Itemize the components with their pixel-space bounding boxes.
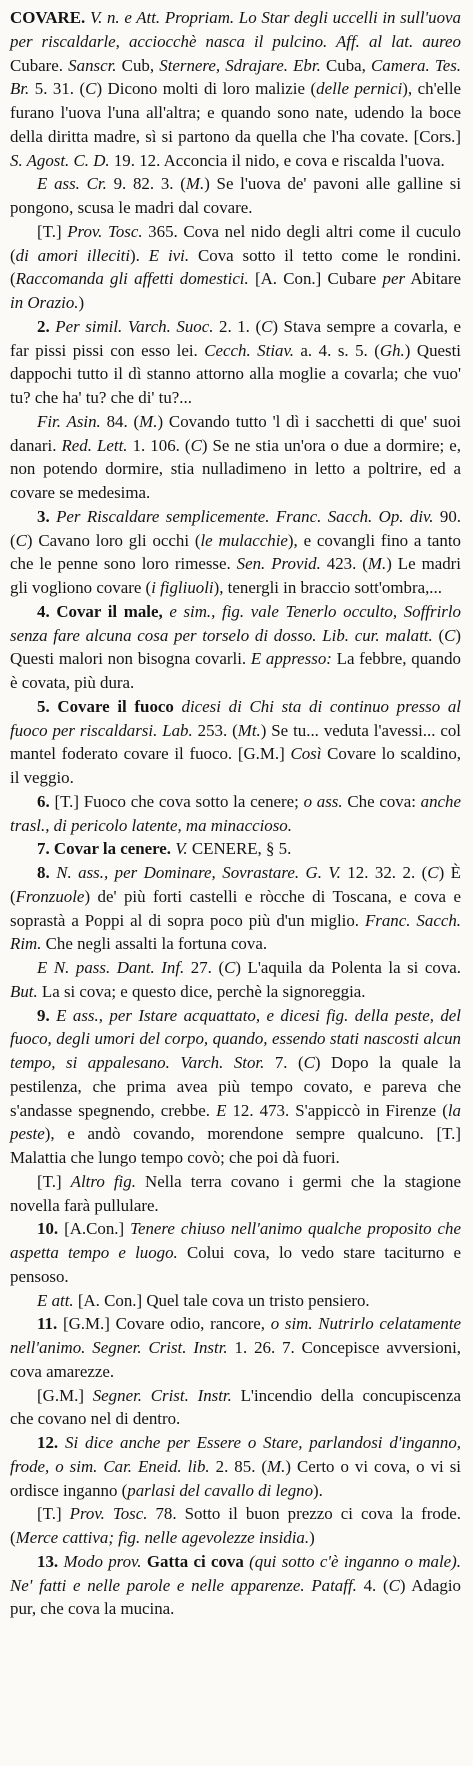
body-text: , § 5. xyxy=(257,839,292,859)
body-text: ) Le madri gli vogliono covare ( xyxy=(10,554,461,597)
sense-paragraph xyxy=(10,315,461,410)
body-text: ) xyxy=(78,293,85,312)
body-text: a. 4. s. 5. ( xyxy=(293,340,380,360)
italic-text: C xyxy=(388,1575,400,1595)
body-text: ) È ( xyxy=(10,863,461,906)
italic-text: M. xyxy=(139,411,158,431)
italic-text: Prov. Tosc. xyxy=(67,221,143,241)
body-text: ) L'aquila da Polenta la si cova. xyxy=(235,958,462,977)
italic-text: Fronzuole xyxy=(15,886,85,906)
italic-text: o ass. xyxy=(303,791,343,811)
italic-text: C xyxy=(444,625,456,645)
italic-text: M. xyxy=(267,1456,286,1476)
body-text: Abitare xyxy=(405,269,462,289)
italic-text: Tenere chiuso nell'animo qualche proposito che aspetta tempo e luogo. xyxy=(10,1219,461,1262)
italic-text: C xyxy=(261,316,273,336)
headword-or-sense-number: 11. xyxy=(37,1314,63,1334)
italic-text: E ivi. xyxy=(148,245,190,265)
italic-text: C xyxy=(85,79,97,99)
headword-or-sense-number: 12. xyxy=(37,1433,66,1452)
italic-text: o sim. Nutrirlo celatamente nell'animo. Segner. Crist. Instr. xyxy=(10,1314,462,1357)
headword-or-sense-number: 2. xyxy=(37,316,56,336)
sense-paragraph xyxy=(10,505,461,600)
italic-text: E appresso: xyxy=(250,649,332,669)
italic-text: Fir. Asin. xyxy=(37,411,101,431)
italic-text: i figliuoli xyxy=(151,578,214,597)
body-text: ) Stava sempre a covarla, e far pissi pissi con esso lei. xyxy=(10,316,461,360)
italic-text: Modo prov. xyxy=(63,1551,147,1571)
italic-text: N. ass., per Dominare, Sovrastare. G. V. xyxy=(56,863,341,882)
body-text: [A. Con.] Quel tale cova un tristo pensiero. xyxy=(73,1290,370,1310)
body-text: [T.] Fuoco che cova sotto la cenere; xyxy=(54,791,304,811)
italic-text: S. Agost. C. D. xyxy=(10,150,110,170)
italic-text: C xyxy=(15,530,27,550)
italic-text: Così xyxy=(290,744,322,764)
body-text: ) Se tu... veduta l'avessi... col mantel foderato covare il fuoco. [G.M.] xyxy=(10,720,461,764)
sense-paragraph xyxy=(10,695,461,790)
body-text: Cuba, xyxy=(320,55,372,75)
italic-text: Sanscr. xyxy=(68,55,117,75)
body-text: ) Se l'uova de' pavoni alle galline si pongono, scusa le madri dal covare. xyxy=(10,174,462,217)
headword-or-sense-number: 13. xyxy=(37,1551,64,1571)
sense-paragraph xyxy=(10,861,461,956)
sense-paragraph xyxy=(10,1170,461,1218)
italic-text: Si dice anche per Essere o Stare, parlandosi d'inganno, frode, o sim. Car. Eneid. lib. xyxy=(10,1433,461,1476)
italic-text: C xyxy=(427,863,439,882)
body-text: 2. 1. ( xyxy=(213,316,262,336)
italic-text: la peste xyxy=(10,1100,461,1144)
body-text: ), ch'elle furano l'uova l'una all'altra; e quando sono nate, udendo la boce della diritta madre, sì si partono da quella che l'ha covate. [Cors.] xyxy=(10,79,462,146)
body-text: ), e andò covando, morendone sempre qualcuno. [T.] Malattia che lungo tempo covò; che poi dà fuori. xyxy=(10,1124,461,1167)
dictionary-entry-covare xyxy=(10,6,461,1621)
italic-text: Camera. Tes. Br. xyxy=(10,55,461,99)
body-text: 90. ( xyxy=(10,506,461,550)
italic-text: e sim., fig. vale Tenerlo occulto, Soffrirlo senza fare alcuna cosa per torselo di dosso. Lib. cur. malatt. xyxy=(10,601,461,645)
italic-text: delle pernici xyxy=(316,79,403,99)
italic-text: di amori illeciti xyxy=(15,245,131,265)
body-text: 5. 31. ( xyxy=(29,79,86,99)
headword-or-sense-number: Gatta ci cova xyxy=(146,1551,250,1571)
sense-paragraph xyxy=(10,1384,461,1432)
sense-paragraph xyxy=(10,1431,461,1502)
body-text: ) de' più forti castelli e ròcche di Toscana, e cova e soprastà a Poppi al di sopra poco più d'un miglio. xyxy=(10,886,461,930)
body-text: ). xyxy=(130,245,149,265)
sense-paragraph xyxy=(10,1502,461,1550)
headword-or-sense-number: 4. Covar il male, xyxy=(37,601,170,621)
body-text: Che cova: xyxy=(342,791,421,811)
headword-or-sense-number: 3. xyxy=(37,506,57,526)
body-text: ) Se ne stia un'ora o due a dormire; e, non potendo dormire, stia nulladimeno in letto a poltrire, ed a covare se medesima. xyxy=(10,435,461,502)
body-text: 1. 26. 7. Concepisce avversioni, cova amarezze. xyxy=(10,1338,462,1381)
italic-text: M. xyxy=(367,554,387,574)
sense-paragraph xyxy=(10,1289,461,1313)
sense-paragraph xyxy=(10,1550,461,1621)
body-text: [T.] xyxy=(37,221,68,241)
body-text: 365. Cova nel nido degli altri come il cuculo ( xyxy=(10,221,461,265)
sense-paragraph xyxy=(10,1217,461,1288)
italic-text: Merce cattiva; fig. nelle agevolezze insidia. xyxy=(15,1528,310,1547)
italic-text: Per simil. Varch. Suoc. xyxy=(55,316,214,336)
body-text: ) Certo o vi cova, o vi si ordisce inganno ( xyxy=(10,1456,461,1500)
italic-text: dicesi di Chi sta di continuo presso al fuoco per riscaldarsi. Lab. xyxy=(10,696,462,740)
body-text: C xyxy=(187,839,204,859)
sense-paragraph xyxy=(10,220,461,315)
italic-text: le mulacchie xyxy=(200,530,288,550)
body-text: ), e covangli fino a tanto che le penne sono loro rimesse. xyxy=(10,530,461,574)
body-text: 7. ( xyxy=(264,1053,304,1072)
italic-text: Red. Lett. xyxy=(61,435,128,455)
body-text: ) Covando tutto 'l dì i sacchetti di que' suoi danari. xyxy=(10,411,461,455)
body-text: 27. ( xyxy=(184,958,225,977)
body-text: [G.M.] Covare odio, rancore, xyxy=(62,1314,271,1334)
body-text: [G.M.] xyxy=(37,1385,93,1405)
headword-or-sense-number: 8. xyxy=(37,863,57,882)
body-text: [A.Con.] xyxy=(64,1219,131,1239)
body-text: [A. Con.] Cubare xyxy=(248,269,383,289)
body-text: ) xyxy=(309,1528,315,1547)
body-text: La si cova; e questo dice, perchè la signoreggia. xyxy=(37,981,366,1001)
body-text: 78. Sotto il buon prezzo ci cova la frode. ( xyxy=(10,1504,461,1547)
body-text: La febbre, quando è covata, più dura. xyxy=(10,649,461,692)
body-text: Cova sotto il tetto come le rondini. ( xyxy=(10,245,461,289)
body-text: 423. ( xyxy=(320,554,368,574)
body-text: [T.] xyxy=(37,1504,70,1524)
sense-paragraph xyxy=(10,837,461,861)
body-text: Che negli assalti la fortuna cova. xyxy=(41,934,268,954)
body-text: 253. ( xyxy=(192,720,238,740)
italic-text: Sternere, Sdrajare. Ebr. xyxy=(159,55,321,75)
italic-text: Per Riscaldare semplicemente. Franc. Sacch. Op. div. xyxy=(56,506,434,526)
italic-text: in Orazio. xyxy=(10,293,79,312)
headword-or-sense-number: 9. xyxy=(37,1005,57,1025)
sense-paragraph xyxy=(10,956,461,1004)
body-text: ). xyxy=(313,1480,323,1500)
body-text: ) Questi dappochi tutto il dì stanno attorno alla moglie a covarla; che vuo' tu? che ha' tu? che di' tu?... xyxy=(10,340,462,407)
body-text: 9. 82. 3. ( xyxy=(106,174,186,194)
italic-text: E ass., per Istare acquattato, e dicesi fig. della peste, del fuoco, degli umori del corpo, quando, essendo stati nascosti alcun tempo, si appalesano. Varch. Stor. xyxy=(10,1005,462,1072)
italic-text: Franc. Sacch. Rim. xyxy=(10,910,461,954)
italic-text: parlasi del cavallo di legno xyxy=(127,1480,314,1500)
headword-or-sense-number: COVARE. xyxy=(10,8,90,27)
body-text: 12. 32. 2. ( xyxy=(340,863,428,882)
headword-or-sense-number: 10. xyxy=(37,1219,65,1239)
sense-paragraph xyxy=(10,172,461,220)
body-text: Colui cova, lo vedo stare taciturno e pensoso. xyxy=(10,1243,462,1286)
italic-text: Cecch. Stiav. xyxy=(204,340,294,360)
italic-text: C xyxy=(224,958,236,977)
italic-text: Prov. Tosc. xyxy=(69,1504,148,1524)
sense-paragraph xyxy=(10,600,461,695)
body-text: 1. 106. ( xyxy=(127,435,191,455)
body-text: 19. 12. Acconcia il nido, e cova e riscalda l'uova. xyxy=(109,150,445,170)
body-text: Cub, xyxy=(116,55,160,75)
body-text: [T.] xyxy=(37,1171,71,1191)
body-text: ) Adagio pur, che cova la mucina. xyxy=(10,1575,461,1619)
headword-or-sense-number: 7. Covar la cenere. xyxy=(37,839,176,859)
italic-text: E ass. Cr. xyxy=(37,174,107,194)
headword-or-sense-number: 5. Covare il fuoco xyxy=(37,696,182,716)
italic-text: But. xyxy=(10,981,38,1001)
italic-text: V. xyxy=(175,839,188,859)
italic-text: M. xyxy=(185,174,205,194)
body-text: ), tenergli in braccio sott'ombra,... xyxy=(213,578,442,597)
body-text: 84. ( xyxy=(100,411,140,431)
italic-text: C xyxy=(190,435,202,455)
body-text: Covare lo scaldino, il veggio. xyxy=(10,744,461,787)
italic-text: V. n. e Att. Propriam. Lo Star degli uccelli in sull'uova per riscaldarle, acciocchè nasca il pulcino. Aff. al lat. xyxy=(10,8,461,51)
italic-text: E att. xyxy=(37,1290,74,1310)
italic-text: Mt. xyxy=(237,720,261,740)
body-text: ) Dopo la quale la pestilenza, che prima avea più tempo covato, e pareva che s'andasse spegnendo, crebbe. xyxy=(10,1053,461,1120)
body-text: ) Questi malori non bisogna covarli. xyxy=(10,625,461,669)
italic-text: per xyxy=(382,269,406,289)
body-text: 2. 85. ( xyxy=(209,1456,268,1476)
body-text: 12. 473. S'appiccò in Firenze ( xyxy=(226,1100,448,1120)
italic-text: Raccomanda gli affetti domestici. xyxy=(15,269,249,289)
italic-text: (qui sotto c'è inganno o male). Ne' fatti e nelle parole e nelle apparenze. Pataff. xyxy=(10,1551,461,1595)
headword-or-sense-number: 6. xyxy=(37,791,55,811)
italic-text: Segner. Crist. Instr. xyxy=(92,1385,232,1405)
italic-text: aureo xyxy=(422,31,461,51)
italic-text: Altro fig. xyxy=(70,1171,136,1191)
italic-text: Gh. xyxy=(379,340,405,360)
body-text: ENERE xyxy=(203,839,258,859)
italic-text: C xyxy=(303,1053,315,1072)
sense-paragraph xyxy=(10,6,461,172)
body-text: Nella terra covano i germi che la stagione novella farà pullulare. xyxy=(10,1171,461,1215)
italic-text: E xyxy=(216,1100,227,1120)
body-text: L'incendio della concupiscenza che covano nel di dentro. xyxy=(10,1385,461,1429)
italic-text: Sen. Provid. xyxy=(236,554,321,574)
italic-text: E N. pass. Dant. Inf. xyxy=(37,958,185,977)
sense-paragraph xyxy=(10,790,461,838)
body-text: Cubare. xyxy=(10,55,69,75)
italic-text: anche trasl., di pericolo latente, ma minaccioso. xyxy=(10,791,461,835)
sense-paragraph xyxy=(10,1004,461,1170)
sense-paragraph xyxy=(10,1312,461,1383)
body-text: 4. ( xyxy=(356,1575,389,1595)
body-text: ) Cavano loro gli occhi ( xyxy=(26,530,201,550)
body-text: ) Dicono molti di loro malizie ( xyxy=(96,79,317,99)
sense-paragraph xyxy=(10,410,461,505)
body-text: ( xyxy=(432,625,445,645)
